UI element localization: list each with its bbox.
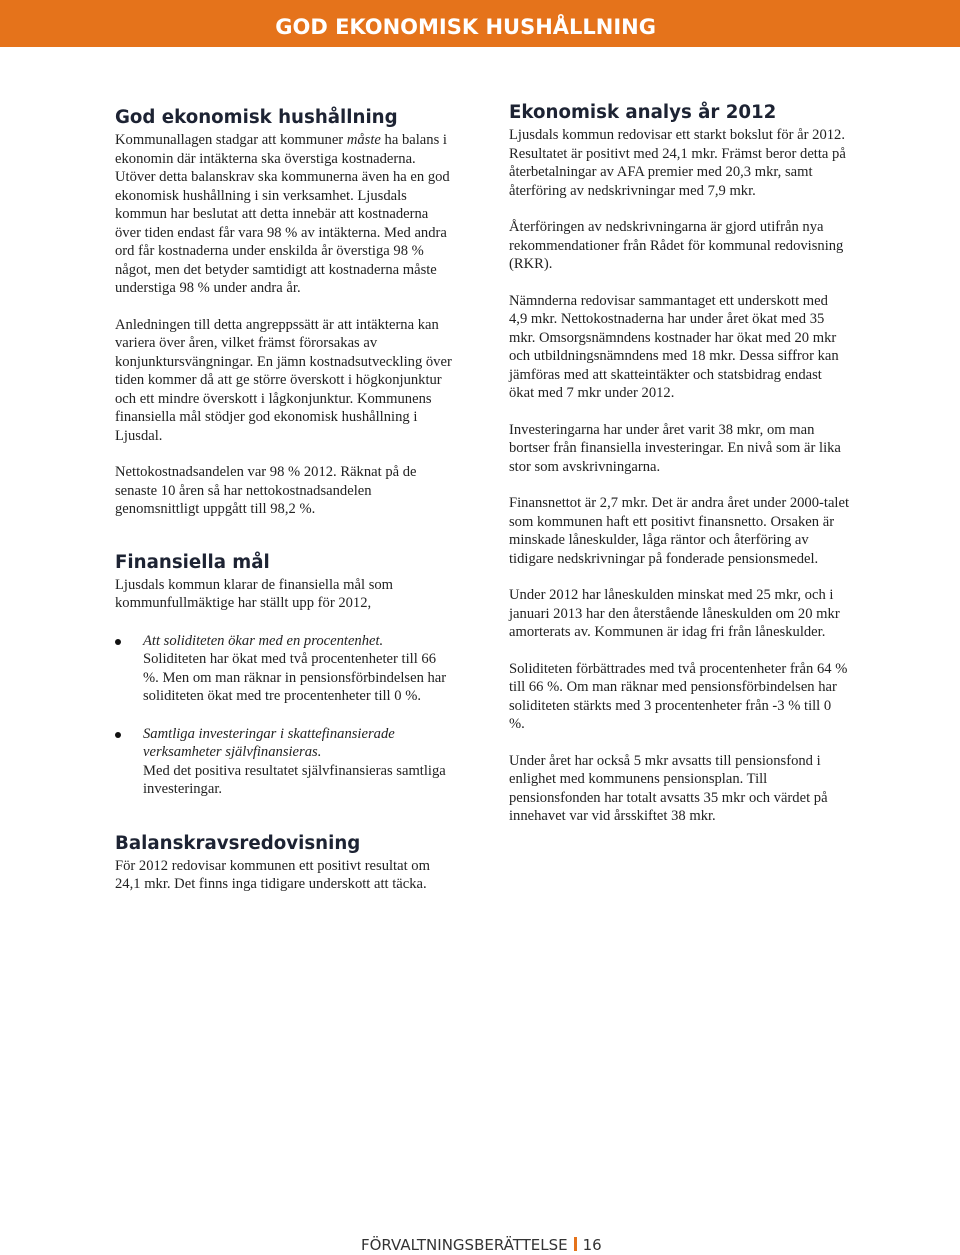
paragraph-finansiella-mal: Ljusdals kommun klarar de finansiella mål som kommunfullmäktige har ställt upp för 2012, <box>115 576 394 611</box>
left-column <box>115 100 455 894</box>
list-item <box>115 632 455 706</box>
paragraph-analys-7: Soliditeten förbättrades med två procentenheter från 64 % till 66 %. Om man räknar med pensionsförbindelsen har soliditeten stärkts med 3 procentenheter från -3 % till 0 %. <box>509 660 848 732</box>
financial-goals-list <box>115 632 455 799</box>
bullet-icon <box>115 639 121 645</box>
paragraph-analys-8: Under året har också 5 mkr avsatts till pensionsfond i enlighet med kommunens pensionsplan. Till pensionsfonden har totalt avsatts 35 mkr och värdet på innehavet var vid årsskiftet 38 mkr. <box>509 752 828 824</box>
heading-finansiella-mal: Finansiella mål <box>115 551 270 573</box>
heading-ekonomisk-analys: Ekonomisk analys år 2012 <box>509 102 777 123</box>
page-footer <box>361 1235 602 1255</box>
heading-balanskravsredovisning: Balanskravsredovisning <box>115 832 361 854</box>
right-column <box>509 100 849 826</box>
footer-section: FÖRVALTNINGSBERÄTTELSE <box>361 1236 568 1254</box>
heading-god-ekonomisk-hushallning: God ekonomisk hushållning <box>115 107 398 128</box>
paragraph-kommunallagen: Kommunallagen stadgar att kommuner måste ha balans i ekonomin där intäkterna ska överstiga kostnaderna. Utöver detta balanskrav ska kommunerna även ha en god ekonomisk hushållning i sin verksamhet. Ljusdals kommun har beslutat att detta innebär att kostnaderna över tiden endast får vara 98 % av intäkterna. Med andra ord får kostnaderna under enskilda år överstiga 98 % något, men det betyder samtidigt att kostnaderna måste understiga 98 % under andra år. <box>115 132 450 296</box>
goal-text: Med det positiva resultatet självfinansieras samtliga investeringar. <box>143 762 446 797</box>
header-title: GOD EKONOMISK HUSHÅLLNING <box>275 15 656 39</box>
paragraph-balanskrav: För 2012 redovisar kommunen ett positivt resultat om 24,1 mkr. Det finns inga tidigare underskott att täcka. <box>115 857 430 892</box>
paragraph-anledningen: Anledningen till detta angreppssätt är att intäkterna kan variera över åren, vilket främst förorsakas av konjunktursvängningar. En jämn kostnadsutveckling över tiden kommer då att ge större överskott i högkonjunktur och ett mindre överskott i lågkonjunktur. Kommunens finansiella mål stödjer god ekonomisk hushållning i Ljusdal. <box>115 316 452 444</box>
page-number: 16 <box>582 1236 602 1254</box>
footer-separator <box>574 1237 577 1251</box>
header-bar <box>0 0 960 47</box>
bullet-icon <box>115 732 121 738</box>
list-item <box>115 725 455 799</box>
paragraph-analys-1: Ljusdals kommun redovisar ett starkt bokslut för år 2012. Resultatet är positivt med 24,1 mkr. Främst beror detta på återbetalningar av AFA premier med 20,3 mkr, samt återföring av nedskrivningar med 7,9 mkr. <box>509 127 846 199</box>
paragraph-analys-6: Under 2012 har låneskulden minskat med 25 mkr, och i januari 2013 har den återstående låneskulden om 20 mkr amorterats av. Kommunen är idag fri från låneskulder. <box>509 587 840 640</box>
paragraph-analys-3: Nämnderna redovisar sammantaget ett underskott med 4,9 mkr. Nettokostnaderna har under året ökat med 35 mkr. Omsorgsnämndens kostnader har ökat med 20 mkr och utbildningsnämndens med 18 mkr. Dessa siffror kan jämföras med att skatteintäkter och statsbidrag endast ökat med 7 mkr under 2012. <box>509 292 839 401</box>
paragraph-analys-5: Finansnettot är 2,7 mkr. Det är andra året under 2000-talet som kommunen haft ett positivt finansnetto. Orsaken är minskade låneskulder, låga räntor och återföring av tidigare nedskrivningar på fonderade pensionsmedel. <box>509 495 850 567</box>
paragraph-nettokostnadsandelen: Nettokostnadsandelen var 98 % 2012. Räknat på de senaste 10 åren så har nettokostnadsandelen genomsnittligt uppgått till 98,2 %. <box>115 464 417 517</box>
goal-title: Att soliditeten ökar med en procentenhet. <box>143 632 384 649</box>
goal-title: Samtliga investeringar i skattefinansierade verksamheter självfinansieras. <box>143 725 395 760</box>
paragraph-analys-4: Investeringarna har under året varit 38 mkr, om man bortser från finansiella investeringar. En nivå som är lika stor som avskrivningarna. <box>509 421 841 475</box>
paragraph-analys-2: Återföringen av nedskrivningarna är gjord utifrån nya rekommendationer från Rådet för kommunal redovisning (RKR). <box>509 219 844 272</box>
goal-text: Soliditeten har ökat med två procentenheter till 66 %. Men om man räknar in pensionsförbindelsen har soliditeten ökat med tre procentenheter till 0 %. <box>143 651 447 704</box>
